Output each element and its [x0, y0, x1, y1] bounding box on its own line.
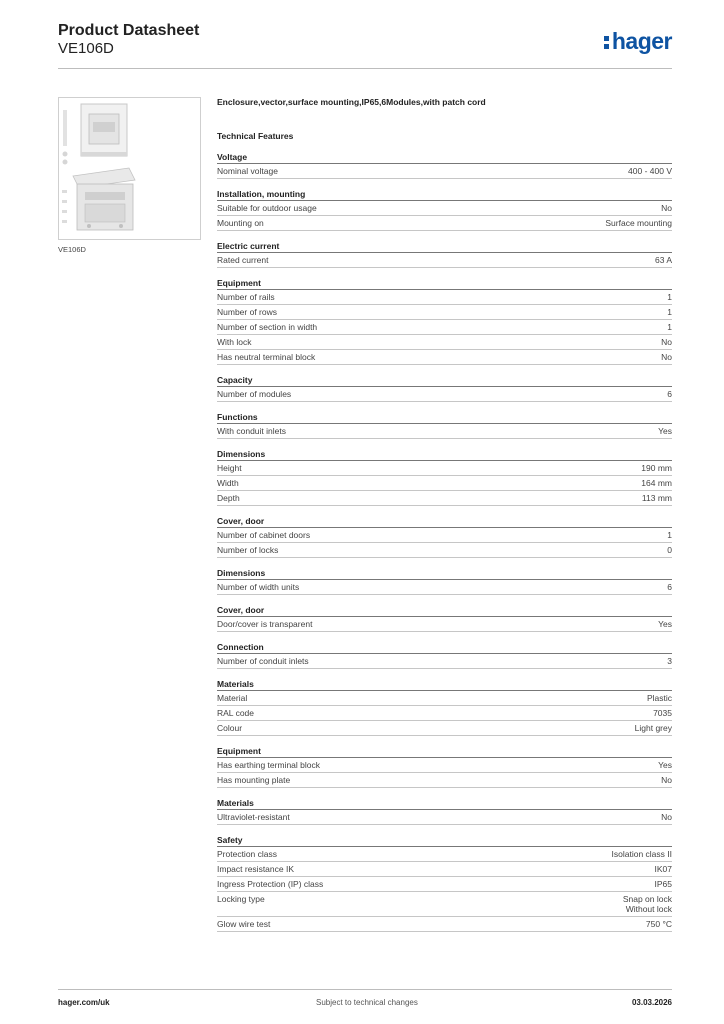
feature-value: 6: [667, 582, 672, 592]
section-title: Cover, door: [217, 604, 672, 617]
feature-row: [217, 810, 672, 825]
feature-label: With lock: [217, 337, 252, 347]
feature-row: [217, 320, 672, 335]
feature-row: [217, 350, 672, 365]
feature-row: [217, 387, 672, 402]
feature-row: [217, 862, 672, 877]
feature-value: No: [661, 352, 672, 362]
feature-row: [217, 253, 672, 268]
feature-label: Has mounting plate: [217, 775, 291, 785]
feature-section: [217, 797, 672, 825]
feature-row: [217, 691, 672, 706]
section-title: Equipment: [217, 277, 672, 290]
feature-row: [217, 580, 672, 595]
feature-label: Number of conduit inlets: [217, 656, 309, 666]
feature-label: Number of section in width: [217, 322, 318, 332]
feature-section: [217, 834, 672, 932]
feature-row: [217, 216, 672, 231]
feature-row: [217, 654, 672, 669]
feature-value: 0: [667, 545, 672, 555]
feature-section: [217, 240, 672, 268]
section-title: Functions: [217, 411, 672, 424]
feature-value: 63 A: [654, 255, 672, 265]
section-title: Dimensions: [217, 567, 672, 580]
feature-value: 750 °C: [645, 919, 672, 929]
feature-value: IP65: [654, 879, 672, 889]
document-header: [58, 22, 672, 70]
feature-label: RAL code: [217, 708, 255, 718]
feature-value: 164 mm: [641, 478, 672, 488]
feature-label: Rated current: [217, 255, 269, 265]
feature-label: Impact resistance IK: [217, 864, 295, 874]
section-title: Voltage: [217, 151, 672, 164]
feature-label: Ingress Protection (IP) class: [217, 879, 324, 889]
feature-section: [217, 678, 672, 736]
feature-value: Surface mounting: [605, 218, 672, 228]
feature-value: Yes: [658, 426, 672, 436]
feature-section: [217, 448, 672, 506]
section-title: Cover, door: [217, 515, 672, 528]
feature-label: Number of rails: [217, 292, 275, 302]
feature-value: 400 - 400 V: [628, 166, 672, 176]
feature-value: 7035: [653, 708, 672, 718]
feature-row: [217, 543, 672, 558]
feature-section: [217, 151, 672, 179]
product-image: [58, 97, 201, 240]
feature-row: [217, 758, 672, 773]
feature-row: [217, 617, 672, 632]
feature-section: [217, 411, 672, 439]
feature-row: [217, 491, 672, 506]
feature-value: 1: [667, 307, 672, 317]
feature-value: 3: [667, 656, 672, 666]
feature-label: Nominal voltage: [217, 166, 278, 176]
feature-label: Protection class: [217, 849, 277, 859]
feature-row: [217, 305, 672, 320]
feature-value: No: [661, 203, 672, 213]
feature-row: [217, 773, 672, 788]
feature-label: Has earthing terminal block: [217, 760, 320, 770]
feature-label: Suitable for outdoor usage: [217, 203, 317, 213]
product-image-caption: VE106D: [58, 245, 86, 254]
feature-label: Number of modules: [217, 389, 292, 399]
feature-value: Plastic: [646, 693, 672, 703]
feature-label: Door/cover is transparent: [217, 619, 313, 629]
feature-label: Mounting on: [217, 218, 264, 228]
feature-label: Locking type: [217, 894, 265, 904]
feature-row: [217, 335, 672, 350]
hager-logo[interactable]: [604, 28, 672, 55]
feature-value: IK07: [654, 864, 672, 874]
feature-label: Has neutral terminal block: [217, 352, 316, 362]
feature-row: [217, 290, 672, 305]
feature-value: 1: [667, 292, 672, 302]
feature-value: 1: [667, 530, 672, 540]
document-footer: [58, 998, 672, 1010]
datasheet-content: [217, 96, 672, 932]
feature-row: [217, 476, 672, 491]
feature-value: 190 mm: [641, 463, 672, 473]
enclosure-illustration-icon: [59, 98, 200, 239]
technical-features-heading: Technical Features: [217, 131, 294, 141]
section-title: Safety: [217, 834, 672, 847]
product-description: Enclosure,vector,surface mounting,IP65,6Modules,with patch cord: [217, 97, 486, 107]
section-title: Equipment: [217, 745, 672, 758]
feature-label: With conduit inlets: [217, 426, 286, 436]
feature-label: Material: [217, 693, 248, 703]
feature-label: Number of cabinet doors: [217, 530, 311, 540]
feature-value: Isolation class II: [611, 849, 672, 859]
section-title: Installation, mounting: [217, 188, 672, 201]
feature-row: [217, 917, 672, 932]
feature-label: Width: [217, 478, 239, 488]
feature-value: Light grey: [634, 723, 672, 733]
feature-label: Height: [217, 463, 242, 473]
feature-section: [217, 374, 672, 402]
feature-row: [217, 528, 672, 543]
feature-label: Depth: [217, 493, 240, 503]
feature-value: 6: [667, 389, 672, 399]
feature-section: [217, 745, 672, 788]
feature-value: No: [661, 337, 672, 347]
section-title: Materials: [217, 797, 672, 810]
feature-label: Glow wire test: [217, 919, 271, 929]
feature-section: [217, 188, 672, 231]
feature-row: [217, 201, 672, 216]
feature-label: Number of locks: [217, 545, 279, 555]
feature-label: Number of rows: [217, 307, 277, 317]
page-title: Product Datasheet: [58, 22, 200, 39]
feature-value: Yes: [658, 760, 672, 770]
feature-row: [217, 721, 672, 736]
feature-section: [217, 641, 672, 669]
feature-section: [217, 604, 672, 632]
section-title: Materials: [217, 678, 672, 691]
feature-value: Yes: [658, 619, 672, 629]
feature-label: Ultraviolet-resistant: [217, 812, 290, 822]
feature-row: [217, 847, 672, 862]
feature-value: Snap on lock Without lock: [622, 894, 672, 914]
feature-row: [217, 461, 672, 476]
logo-dots-icon: [604, 32, 611, 50]
feature-value: 113 mm: [641, 493, 672, 503]
footer-date: 03.03.2026: [631, 998, 672, 1007]
footer-divider: [58, 989, 672, 990]
feature-row: [217, 424, 672, 439]
feature-row: [217, 892, 672, 917]
feature-sections: [217, 151, 672, 932]
footer-notice: Subject to technical changes: [316, 998, 418, 1007]
footer-website[interactable]: hager.com/uk: [58, 998, 110, 1007]
product-reference: VE106D: [58, 40, 114, 57]
feature-value: No: [661, 812, 672, 822]
feature-label: Colour: [217, 723, 243, 733]
feature-label: Number of width units: [217, 582, 300, 592]
feature-value: 1: [667, 322, 672, 332]
logo-text: hager: [611, 28, 672, 54]
section-title: Capacity: [217, 374, 672, 387]
section-title: Dimensions: [217, 448, 672, 461]
feature-row: [217, 164, 672, 179]
feature-row: [217, 706, 672, 721]
feature-section: [217, 515, 672, 558]
feature-row: [217, 877, 672, 892]
section-title: Electric current: [217, 240, 672, 253]
feature-value: No: [661, 775, 672, 785]
section-title: Connection: [217, 641, 672, 654]
feature-section: [217, 567, 672, 595]
header-divider: [58, 68, 672, 69]
feature-section: [217, 277, 672, 365]
